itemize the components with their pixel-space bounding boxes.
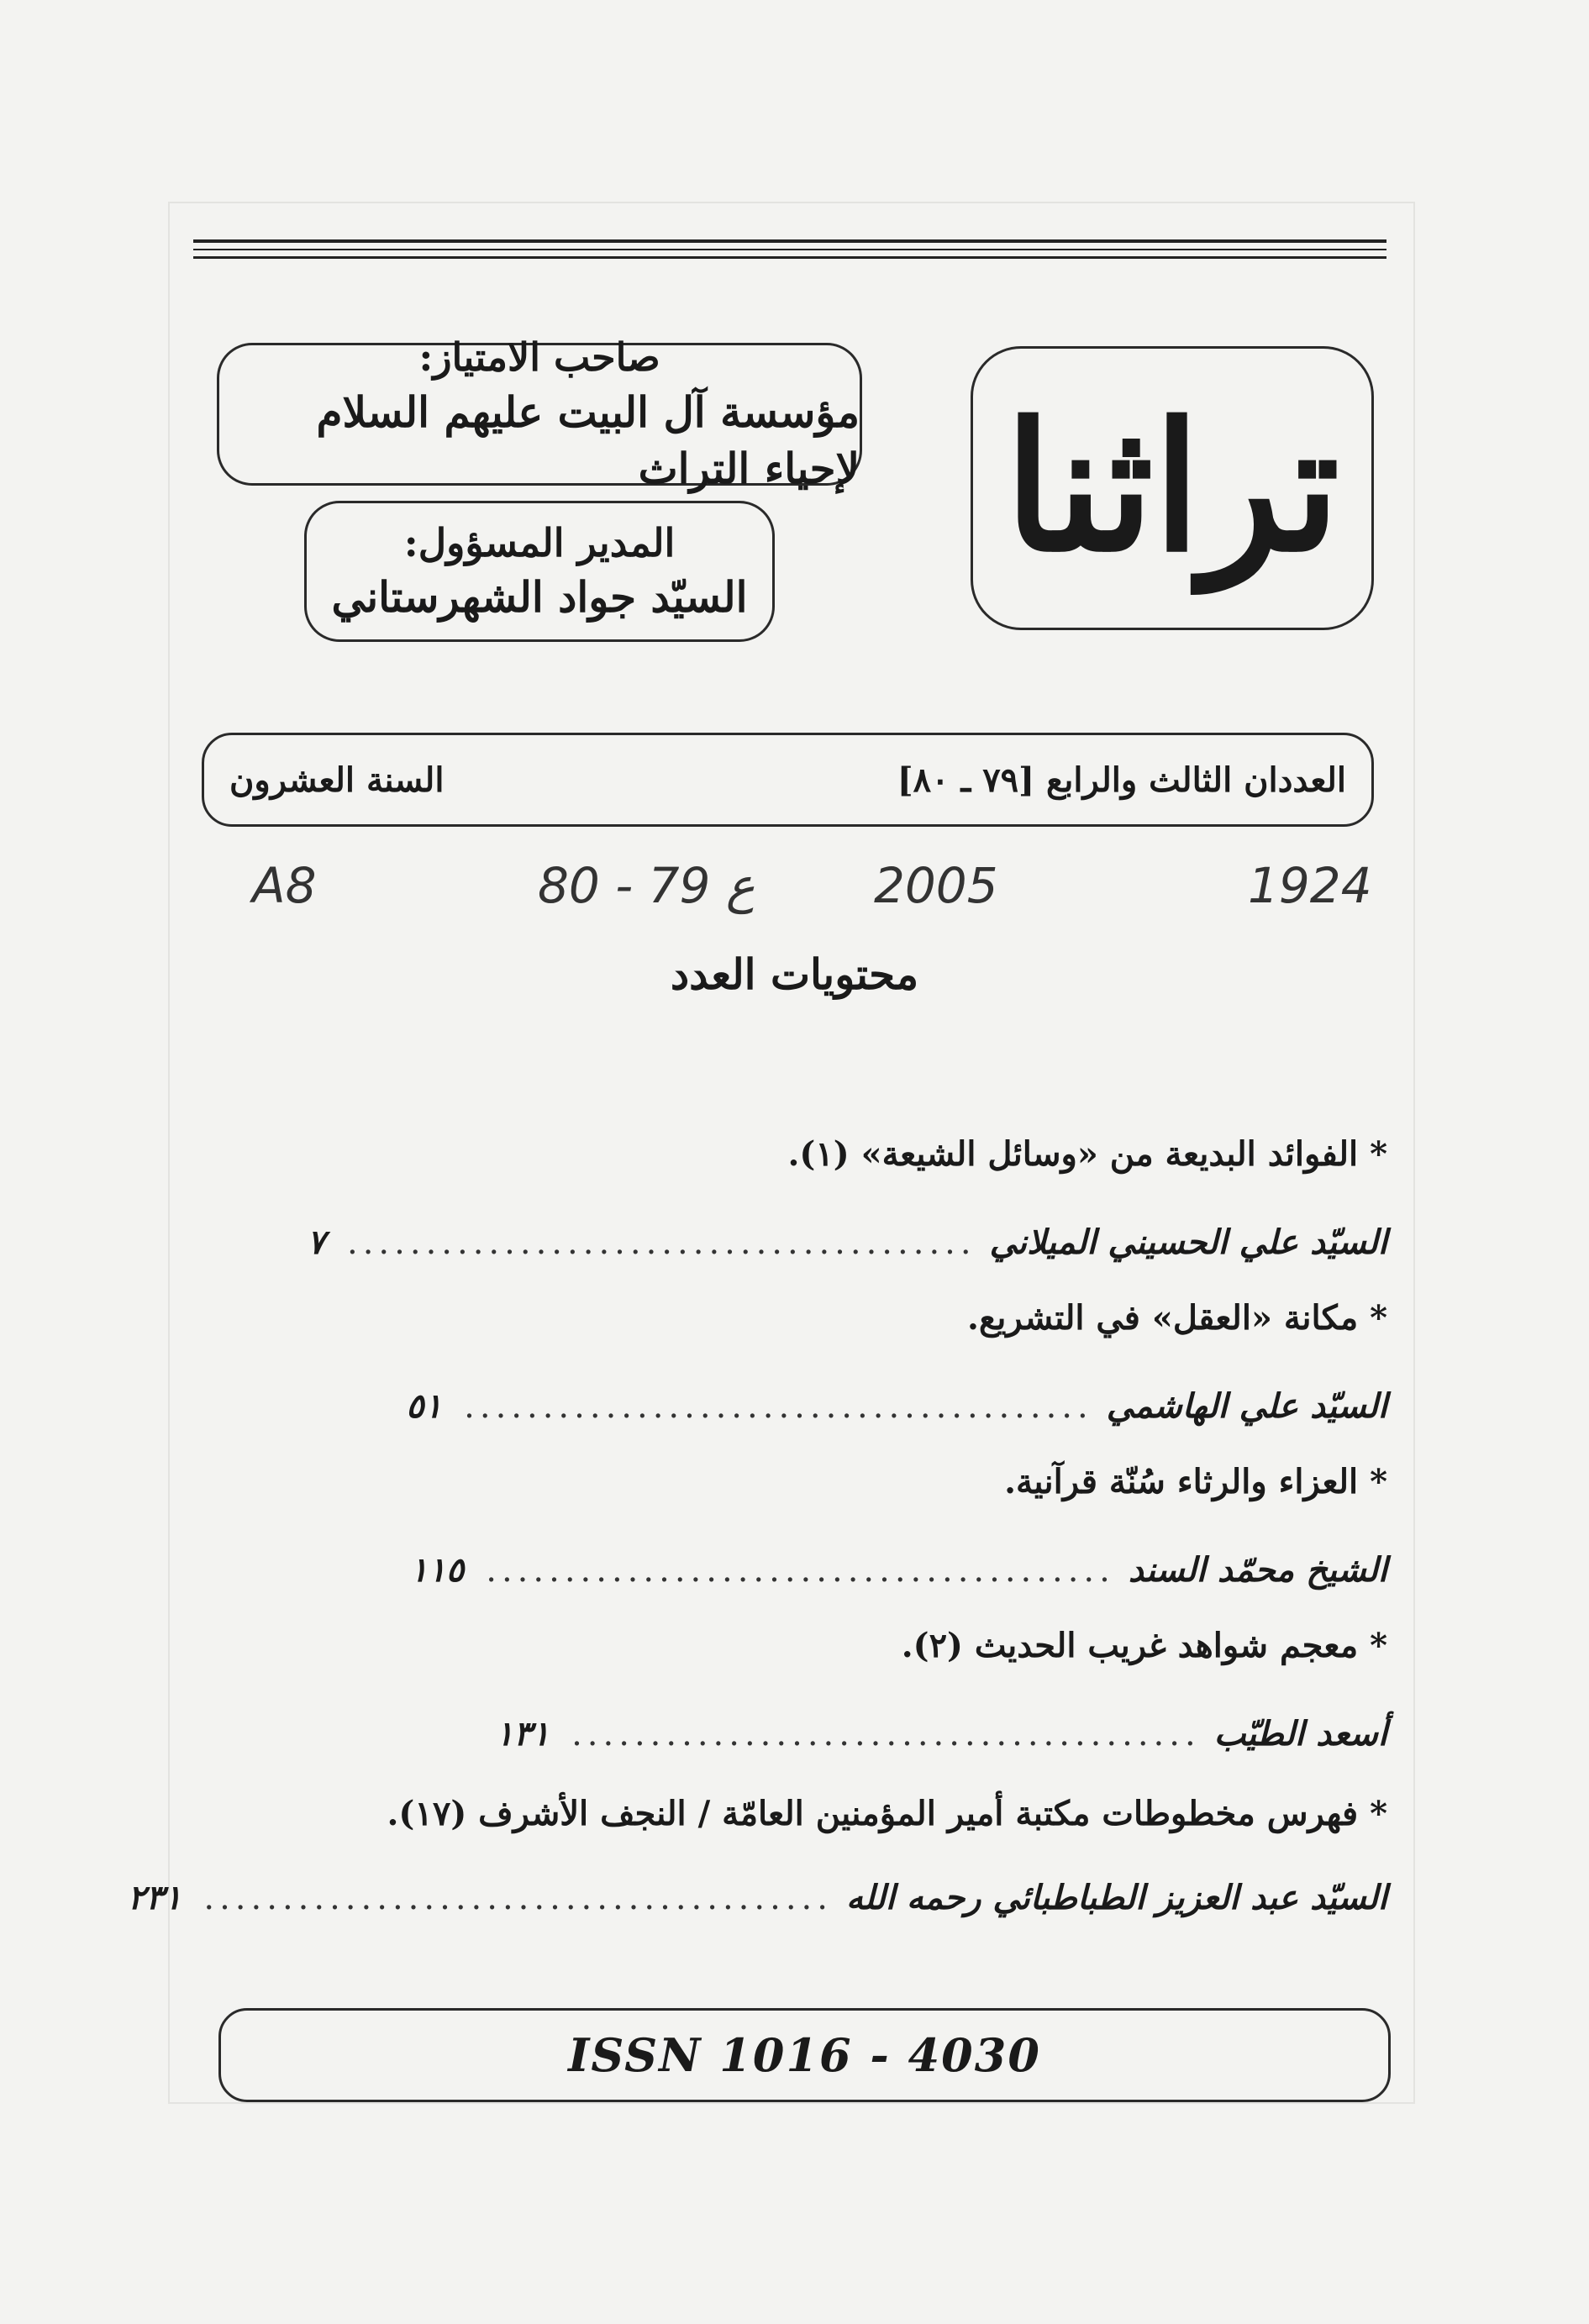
journal-logo: تراثنا	[1004, 384, 1340, 592]
dot-leader: ........................................	[203, 1879, 833, 1917]
handwritten-number: 1924	[1248, 857, 1372, 914]
toc-entry-page: ٧	[307, 1222, 325, 1262]
toc-entry-author: السيّد علي الحسيني الميلاني	[989, 1222, 1387, 1262]
toc-entry-author-line	[177, 1714, 1387, 1754]
journal-logo-box	[971, 346, 1374, 630]
toc-entry-author-line	[177, 1386, 1387, 1426]
handwritten-year: 2005	[874, 857, 998, 914]
top-rule	[193, 239, 1386, 243]
toc-entry-author: أسعد الطيّب	[1213, 1714, 1387, 1754]
toc-entry-title: * العزاء والرثاء سُنّة قرآنية.	[1004, 1462, 1387, 1501]
toc-entry-author-line	[177, 1550, 1387, 1590]
dot-leader: ........................................	[464, 1387, 1093, 1426]
toc-entry-title: * فهرس مخطوطات مكتبة أمير المؤمنين العامّة / النجف الأشرف (١٧).	[387, 1794, 1387, 1833]
top-rule	[193, 256, 1386, 259]
owner-value: مؤسسة آل البيت عليهم السلام لإحياء التراث	[316, 386, 860, 494]
issn-number: ISSN 1016 - 4030	[568, 2028, 1041, 2082]
handwritten-issue: 80 - 79 ع	[538, 857, 755, 914]
dot-leader: ........................................	[486, 1551, 1115, 1590]
dot-leader: ........................................	[347, 1223, 976, 1262]
toc-entry-page: ١١٥	[409, 1550, 465, 1590]
owner-label: صاحب الامتياز:	[418, 334, 660, 381]
toc-entry-author-line	[177, 1222, 1387, 1262]
toc-entry-title: * الفوائد البديعة من «وسائل الشيعة» (١).	[787, 1134, 1387, 1174]
issn-box	[218, 2008, 1391, 2102]
issue-numbers: العددان الثالث والرابع [٧٩ ـ ٨٠]	[897, 760, 1346, 800]
toc-entry-title: * معجم شواهد غريب الحديث (٢).	[901, 1626, 1387, 1665]
toc-entry-page: ٥١	[406, 1386, 443, 1426]
issue-box	[202, 733, 1374, 827]
issue-year: السنة العشرون	[229, 760, 445, 800]
dot-leader: ........................................	[571, 1715, 1201, 1754]
manager-value: السيّد جواد الشهرستاني	[331, 572, 748, 623]
toc-entry-page: ١٣١	[495, 1714, 550, 1754]
toc-entry-author: الشيخ محمّد السند	[1128, 1550, 1387, 1590]
manager-box	[304, 501, 775, 642]
toc-entry-page: ٢٣١	[127, 1878, 182, 1917]
toc-entry-author: السيّد عبد العزيز الطباطبائي رحمه الله	[845, 1878, 1387, 1917]
toc-entry-author-line	[127, 1878, 1387, 1917]
toc-entry-author: السيّد علي الهاشمي	[1106, 1386, 1387, 1426]
top-rule	[193, 249, 1386, 250]
manager-label: المدير المسؤول:	[403, 520, 676, 566]
contents-title: محتويات العدد	[670, 949, 919, 999]
owner-box	[217, 334, 862, 494]
handwritten-notes	[252, 857, 1370, 933]
toc-entry-title: * مكانة «العقل» في التشريع.	[967, 1298, 1387, 1338]
handwritten-code: A8	[252, 857, 317, 914]
